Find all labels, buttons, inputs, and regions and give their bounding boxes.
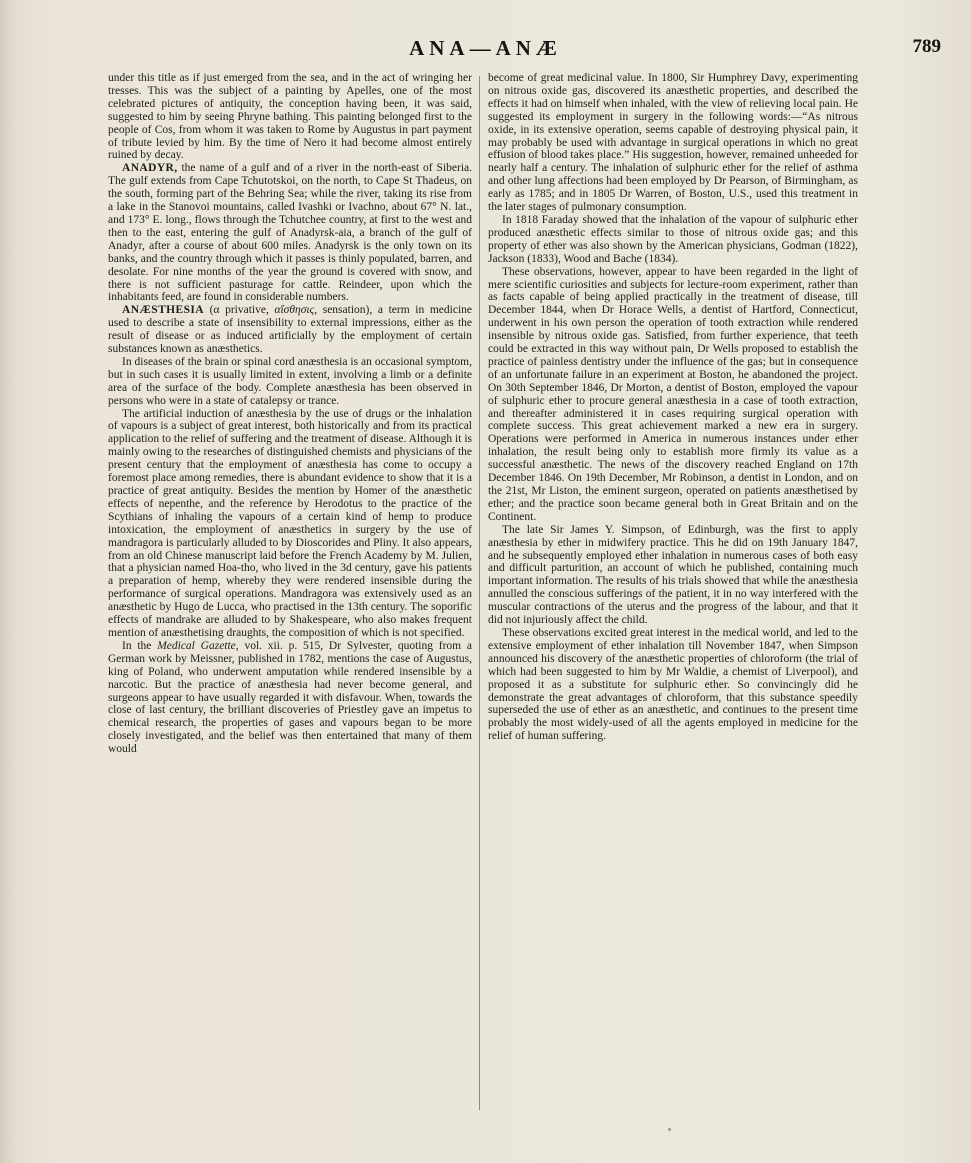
- entry-anadyr: [108, 162, 472, 304]
- greek-word: αἴσθησις: [274, 304, 315, 317]
- paragraph-simpson: The late Sir James Y. Simpson, of Edinburgh, was the first to apply anæsthesia by ether in midwifery practice. This he did on 19th January 1847, and he subsequently employed ether inhalation in numerous cases of both easy and difficult parturition, an account of which he published, containing much important information. The results of his trials showed that while the anæsthesia annulled the conscious sufferings of the patient, it in no way interfered with the muscular contractions of the uterus and the progress of the labour, and that it did not injuriously affect the child.: [488, 523, 858, 627]
- paper-speck: [668, 1128, 671, 1131]
- paragraph-faraday: In 1818 Faraday showed that the inhalation of the vapour of sulphuric ether produced anæsthetic effects similar to those of nitrous oxide gas; and this property of ether was also shown by the American physicians, Godman (1822), Jackson (1833), Wood and Bache (1834).: [488, 213, 858, 265]
- headword-anaesthesia: ANÆSTHESIA: [122, 304, 204, 317]
- column-divider: [479, 76, 480, 1110]
- paragraph-brain-disease: In diseases of the brain or spinal cord anæsthesia is an occasional symptom, but in such cases it is usually limited in extent, involving a limb or a definite area of the surface of the body. Complete anæsthesia has been observed in persons who were in a state of catalepsy or trance.: [108, 355, 472, 407]
- text-in-the: In the: [122, 639, 158, 652]
- paragraph-davy: become of great medicinal value. In 1800, Sir Humphrey Davy, experimenting on nitrous oxide gas, discovered its anæsthetic properties, and described the effects it had on himself when inhaled, with the view of relieving local pain. He suggested its employment in surgery in the following words:—“As nitrous oxide, in its extensive operation, seems capable of destroying physical pain, it may probably be used with advantage in surgical operations in which no great effusion of blood takes place.” His suggestion, however, remained unheeded for nearly half a century. The inhalation of sulphuric ether for the relief of asthma and other lung affections had been employed by Dr Pearson, of Birmingham, as early as 1785; and in 1805 Dr Warren, of Boston, U.S., used this treatment in the later stages of pulmonary consumption.: [488, 72, 858, 214]
- paragraph-anadyomene-continued: under this title as if just emerged from the sea, and in the act of wringing her tresses. This was the subject of a painting by Apelles, one of the most celebrated pictures of antiquity, the conception having been, it was said, suggested to him by seeing Phryne bathing. This painting belonged first to the people of Cos, from whom it was taken to Rome by Augustus in part payment of tribute levied by him. By the time of Nero it had become almost entirely ruined by decay.: [108, 72, 472, 162]
- paragraph-medical-gazette: [108, 640, 472, 756]
- left-column: [108, 72, 472, 756]
- entry-anaesthesia: [108, 304, 472, 356]
- paragraph-wells-morton: These observations, however, appear to have been regarded in the light of mere scientific curiosities and subjects for lecture-room experiment, rather than as facts capable of being applied practically in the treatment of disease, till December 1844, when Dr Horace Wells, a dentist of Hartford, Connecticut, underwent in his own person the operation of tooth extraction while rendered insensible by nitrous oxide gas. Satisfied, from further experience, that teeth could be extracted in this way without pain, Dr Wells proposed to establish the practice of painless dentistry under the influence of the gas; but in consequence of an unfortunate failure in an experiment at Boston, he abandoned the project. On 30th September 1846, Dr Morton, a dentist of Boston, employed the vapour of sulphuric ether to procure general anæsthesia in a case of tooth extraction, and thereafter administered it in cases requiring surgical operation with complete success. This great achievement marked a new era in surgery. Operations were performed in America in numerous instances under ether inhalation, the result being only to establish more firmly its value as a successful anæsthetic. The news of the discovery reached England on 17th December 1846. On 19th December, Mr Robinson, a dentist in London, and on the 21st, Mr Liston, the eminent surgeon, operated on patients anæsthetised by ether; and the practice soon became general both in Great Britain and on the Continent.: [488, 265, 858, 523]
- entry-anaesthesia-definition: , sensation), a term in medicine used to describe a state of insensibility to external impressions, either as the result of disease or as induced artificially by the employment of certain substances known as anæsthetics.: [108, 304, 472, 356]
- entry-anadyr-text: the name of a gulf and of a river in the north-east of Siberia. The gulf extends from Cape Tchutotskoi, on the north, to Cape St Thadeus, on the south, forming part of the Behring Sea; while the river, taking its rise from a lake in the Stanovoi mountains, called Ivashki or Ivachno, about 67° N. lat., and 173° E. long., flows through the Tchutchee country, at first to the west and then to the east, entering the gulf of Anadyrsk-aia, a branch of the gulf of Anadyr, after a course of about 600 miles. Anadyrsk is the only town on its banks, and the country through which it passes is thinly populated, barren, and desolate. For nine months of the year the ground is covered with snow, and there is not sufficient pasturage for cattle. Reindeer, upon which the inhabitants feed, are found in considerable numbers.: [108, 162, 472, 304]
- text-sylvester: , vol. xii. p. 515, Dr Sylvester, quoting from a German work by Meissner, published in 1782, mentions the case of Augustus, king of Poland, who underwent amputation while rendered insensible by a narcotic. But the practice of anæsthesia had never become general, and surgeons appear to have usually regarded it with disfavour. When, towards the close of last century, the brilliant discoveries of Priestley gave an impetus to chemical research, the properties of gases and vapours began to be more closely investigated, and the belief was then entertained that many of them would: [108, 639, 472, 756]
- paragraph-artificial-induction: The artificial induction of anæsthesia by the use of drugs or the inhalation of vapours is a subject of great interest, both historically and from its practical application to the relief of suffering and the treatment of disease. Although it is mainly owing to the researches of distinguished chemists and physicians of the present century that the employment of anæsthesia has come to occupy a foremost place among remedies, there is abundant evidence to show that it is a practice of great antiquity. Besides the mention by Homer of the anæsthetic effects of nepenthe, and the reference by Herodotus to the practice of the Scythians of inhaling the vapours of a certain kind of hemp to produce intoxication, the employment of anæsthetics in surgery by the use of mandragora is particularly alluded to by Dioscorides and Pliny. It also appears, from an old Chinese manuscript laid before the French Academy by M. Julien, that a physician named Hoa-tho, who lived in the 3d century, gave his patients a preparation of hemp, whereby they were rendered insensible during the performance of surgical operations. Mandragora was extensively used as an anæsthetic by Hugo de Lucca, who practised in the 13th century. The soporific effects of mandrake are alluded to by Shakespeare, who also makes frequent mention of anæsthetising draughts, the composition of which is not specified.: [108, 407, 472, 639]
- paragraph-chloroform: These observations excited great interest in the medical world, and led to the extensive employment of ether inhalation till November 1847, when Simpson announced his discovery of the anæsthetic properties of chloroform (the trial of which had been suggested to him by Mr Waldie, a chemist of Liverpool), and proposed it as a substitute for sulphuric ether. So convincingly did he demonstrate the great advantages of chloroform, that this substance speedily superseded the use of ether as an anæsthetic, and continues to the present time probably the most widely-used of all the agents employed in medicine for the relief of human suffering.: [488, 626, 858, 743]
- right-column: [488, 72, 858, 743]
- running-header: [0, 36, 971, 66]
- etymology-open: (α privative,: [203, 304, 275, 317]
- running-head-title: ANA—ANÆ: [409, 36, 562, 60]
- page-number: 789: [912, 36, 941, 57]
- journal-title: Medical Gazette: [157, 639, 236, 652]
- headword-anadyr: ANADYR,: [122, 162, 178, 175]
